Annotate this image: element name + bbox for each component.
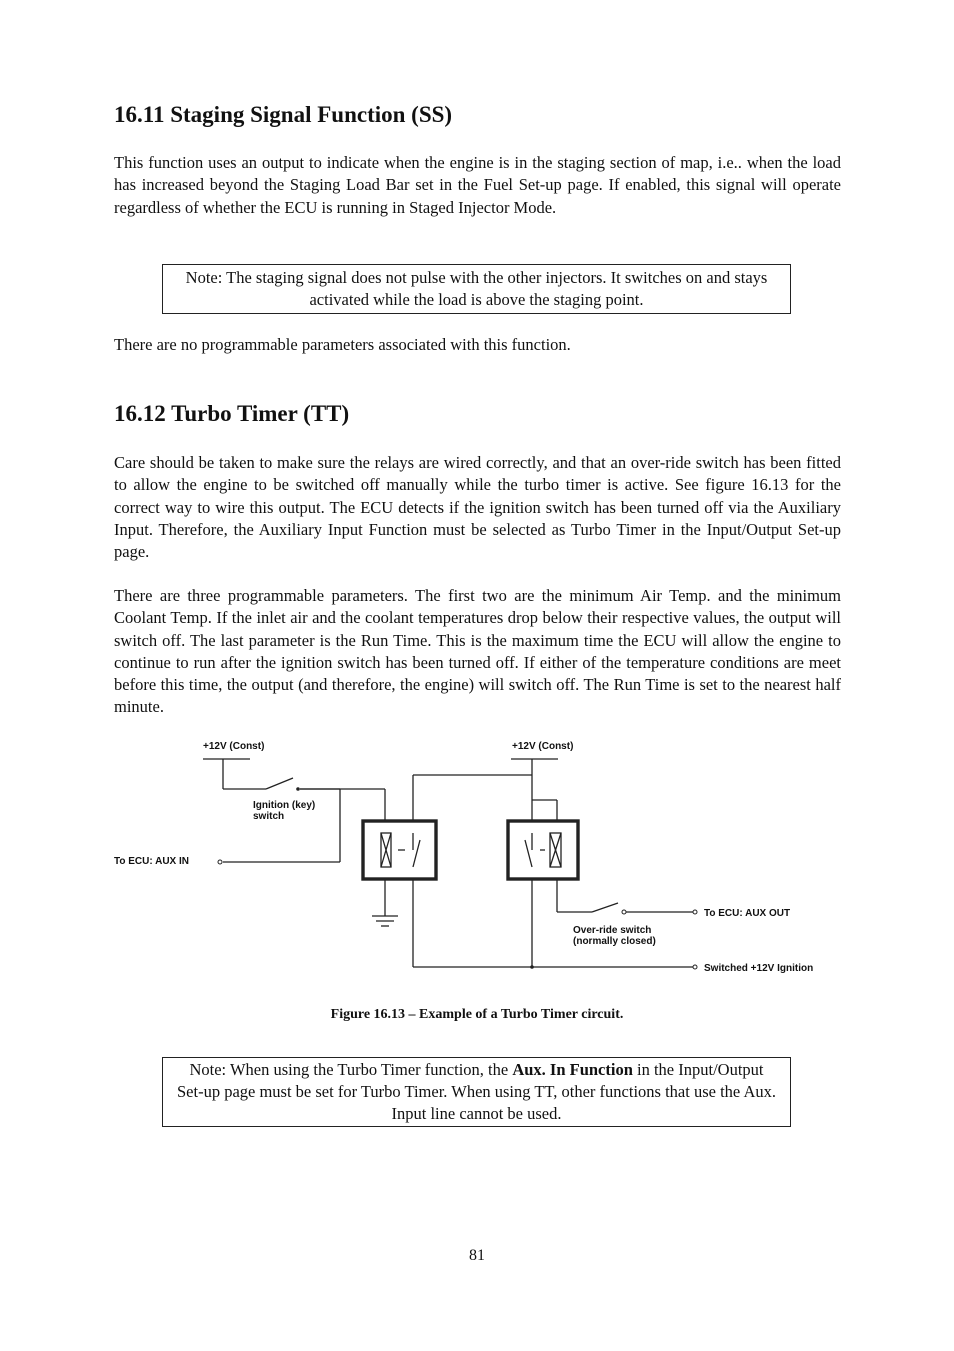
section-heading-staging-signal: 16.11 Staging Signal Function (SS) [114, 102, 453, 127]
note-text-prefix: Note: When using the Turbo Timer function, the [189, 1060, 513, 1079]
note-text-suffix: in the Input/Output Set-up page must be set for Turbo Timer. When using TT, other functions that use the Aux. Input line cannot be used. [176, 1060, 776, 1123]
page-number: 81 [469, 1247, 485, 1264]
label-12v-left: +12V (Const) [203, 741, 265, 752]
junction-dot [530, 965, 534, 969]
staging-signal-description: This function uses an output to indicate when the engine is in the staging section of map, i.e.. when the load has increased beyond the Staging Load Bar set in the Fuel Set-up page. If enabled, this signal will operate regardless of whether the ECU is running in Staged Injector Mode. [114, 153, 841, 217]
label-aux-out: To ECU: AUX OUT [704, 908, 791, 919]
ignition-contact-dot [296, 787, 300, 791]
label-aux-in: To ECU: AUX IN [114, 856, 189, 867]
label-ignition-switch-2: switch [253, 811, 285, 822]
figure-caption: Figure 16.13 – Example of a Turbo Timer circuit. [330, 1007, 624, 1022]
note-text-bold: Aux. In Function [512, 1060, 633, 1079]
turbo-timer-parameters-text: There are three programmable parameters. The first two are the minimum Air Temp. and the minimum Coolant Temp. If the inlet air and the coolant temperatures drop below their respective values, the output will switch off. The last parameter is the Run Time. This is the maximum time the ECU will allow the engine to continue to run after the ignition switch has been turned off. If either of the temperature conditions are meet before this time, the output (and therefore, the engine) will switch off. The Run Time is set to the nearest half minute. [114, 586, 841, 717]
staging-signal-note: Note: The staging signal does not pulse with the other injectors. It switches on and stays activated while the load is above the staging point. [162, 264, 791, 314]
label-switched-ignition: Switched +12V Ignition [704, 963, 814, 974]
turbo-timer-wiring-text: Care should be taken to make sure the relays are wired correctly, and that an over-ride switch has been fitted to allow the engine to be switched off manually while the turbo timer is active. See figure 16.13 for the correct way to wire this output. The ECU detects if the ignition switch has been turned off via the Auxiliary Input. Therefore, the Auxiliary Input Function must be selected as Turbo Timer in the Input/Output Set-up page. [114, 453, 841, 562]
staging-signal-parameters-text: There are no programmable parameters associated with this function. [114, 335, 571, 354]
label-override-switch-2: (normally closed) [573, 936, 656, 947]
label-12v-right: +12V (Const) [512, 741, 574, 752]
turbo-timer-note [162, 1057, 791, 1127]
label-ignition-switch: Ignition (key) [253, 800, 316, 811]
label-override-switch: Over-ride switch [573, 925, 652, 936]
section-heading-turbo-timer: 16.12 Turbo Timer (TT) [114, 401, 350, 426]
